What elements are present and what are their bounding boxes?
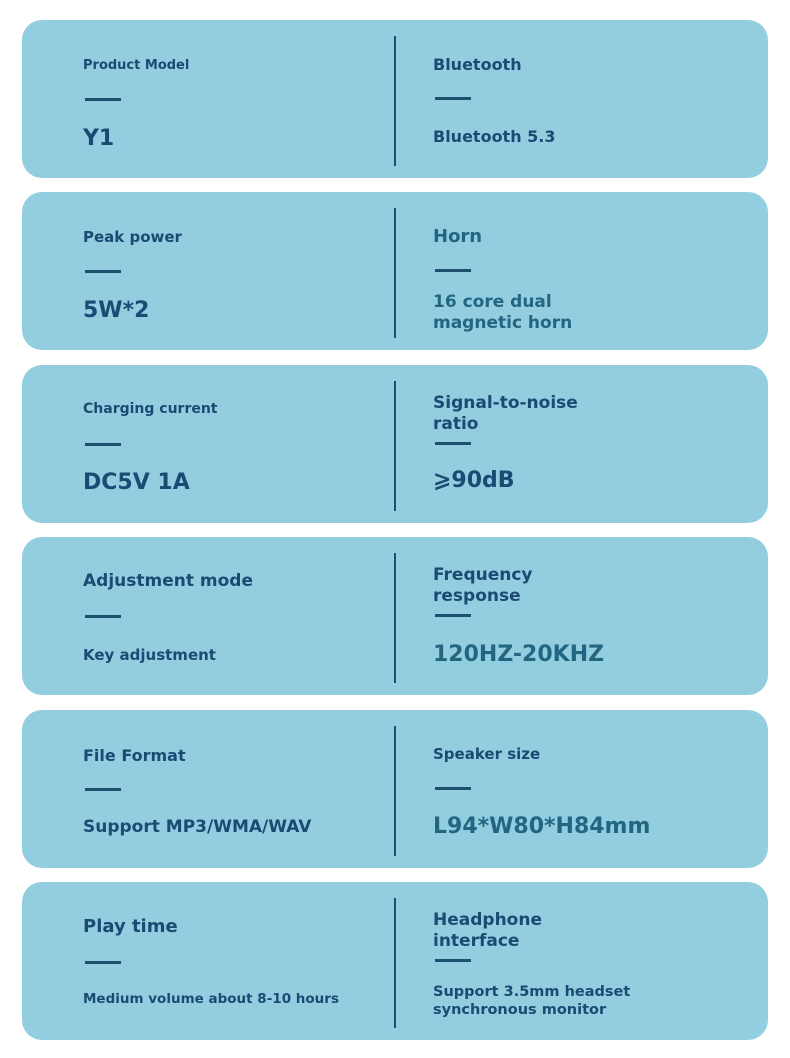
spec-label: File Format [83, 746, 186, 765]
spec-cell-speaker-size [433, 710, 733, 868]
spec-label: Signal-to-noise ratio [433, 393, 578, 434]
spec-value: L94*W80*H84mm [433, 814, 651, 839]
spec-cell-product-model [83, 20, 373, 178]
spec-card-adjustment-mode [22, 537, 768, 695]
spec-cell-charging-current [83, 365, 373, 523]
spec-value: 120HZ-20KHZ [433, 642, 605, 667]
column-divider [394, 726, 396, 856]
spec-value: Key adjustment [83, 646, 216, 664]
spec-value: Medium volume about 8-10 hours [83, 991, 339, 1007]
spec-dash [435, 614, 471, 617]
column-divider [394, 36, 396, 166]
spec-value: 16 core dual magnetic horn [433, 292, 573, 333]
spec-cell-frequency-response [433, 537, 733, 695]
spec-dash [435, 269, 471, 272]
spec-dash [435, 97, 471, 100]
spec-cell-bluetooth [433, 20, 733, 178]
spec-dash [85, 788, 121, 791]
spec-dash [85, 615, 121, 618]
spec-dash [85, 443, 121, 446]
spec-label: Adjustment mode [83, 571, 253, 591]
spec-cell-peak-power [83, 192, 373, 350]
spec-cell-signal-to-noise [433, 365, 733, 523]
spec-label: Play time [83, 916, 178, 937]
spec-label: Bluetooth [433, 55, 522, 74]
spec-value: 5W*2 [83, 298, 150, 323]
column-divider [394, 898, 396, 1028]
spec-card-peak-power [22, 192, 768, 350]
spec-value: Y1 [83, 126, 115, 151]
spec-label: Peak power [83, 228, 182, 246]
spec-value: Support 3.5mm headset synchronous monitor [433, 984, 631, 1018]
spec-cell-horn [433, 192, 733, 350]
spec-dash [85, 270, 121, 273]
spec-card-file-format [22, 710, 768, 868]
spec-card-product-model [22, 20, 768, 178]
spec-card-play-time [22, 882, 768, 1040]
spec-dash [435, 442, 471, 445]
spec-dash [435, 787, 471, 790]
spec-value: Support MP3/WMA/WAV [83, 817, 312, 837]
spec-cell-headphone-interface [433, 882, 733, 1040]
spec-cell-play-time [83, 882, 373, 1040]
column-divider [394, 553, 396, 683]
spec-dash [435, 959, 471, 962]
spec-value: ⩾90dB [433, 468, 515, 493]
spec-cell-adjustment-mode [83, 537, 373, 695]
spec-card-charging-current [22, 365, 768, 523]
column-divider [394, 381, 396, 511]
spec-label: Charging current [83, 401, 218, 417]
column-divider [394, 208, 396, 338]
spec-dash [85, 98, 121, 101]
spec-label: Product Model [83, 58, 190, 73]
spec-dash [85, 961, 121, 964]
spec-value: DC5V 1A [83, 470, 190, 495]
spec-cell-file-format [83, 710, 373, 868]
spec-label: Horn [433, 226, 483, 247]
spec-value: Bluetooth 5.3 [433, 127, 556, 146]
spec-label: Frequency response [433, 565, 533, 606]
spec-label: Speaker size [433, 745, 541, 763]
spec-label: Headphone interface [433, 910, 542, 951]
